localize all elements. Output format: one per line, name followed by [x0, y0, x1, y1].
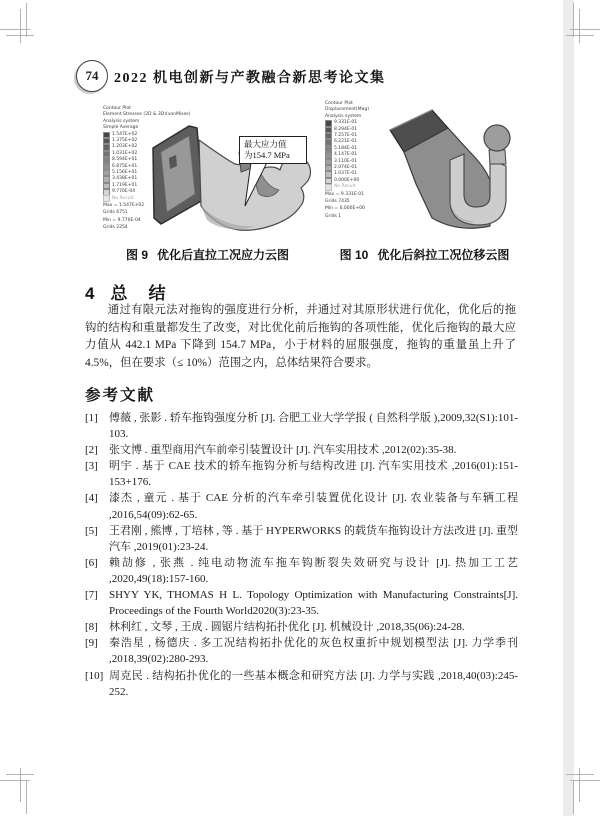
legend-footer-line: Max = 1.547E+02 — [103, 202, 145, 208]
reference-text: 明宇 . 基于 CAE 技术的轿车拖钩分析与结构改进 [J]. 汽车实用技术 ,2016(01):151-153+176. — [109, 460, 518, 489]
legend-value: 6.221E-01 — [334, 139, 358, 145]
reference-marker: [2] — [85, 444, 98, 457]
callout-text-line: 最大应力值 — [244, 139, 287, 149]
fig9-caption-label: 图 9 — [125, 248, 148, 262]
reference-text: 张文博 . 重型商用汽车前牵引装置设计 [J]. 汽车实用技术 ,2012(02):35-38. — [109, 444, 457, 457]
legend-value: 5.184E-01 — [334, 145, 358, 151]
legend-value: 9.331E-01 — [334, 120, 358, 126]
legend-value: 1.547E+02 — [112, 131, 138, 137]
legend-footer-line: Grids 1 — [325, 213, 342, 219]
section-number: 4 — [85, 284, 95, 303]
summary-paragraph: 通过有限元法对拖钩的强度进行分析，并通过对其原形状进行优化，优化后的拖钩的结构和重量都发生了改变，对比优化前后拖钩的各项性能，优化后拖钩的最大应力值从 442.1 MPa 下降到 154.7 MPa，小于材料的屈服强度，拖钩的重量虽上升了 4.5%，但在要求（≤ 10%）范围之内，总体结果符合要求。 — [85, 304, 516, 369]
reference-item — [85, 635, 518, 667]
reference-marker: [10] — [85, 669, 104, 682]
reference-marker: [7] — [85, 589, 98, 602]
legend-footer-line: Grids 2254 — [103, 225, 128, 231]
reference-marker: [5] — [85, 524, 98, 537]
fig9-caption-text: 优化后直拉工况应力云图 — [157, 248, 290, 262]
max-stress-callout — [239, 136, 307, 164]
callout-leader-arrow — [239, 162, 279, 208]
reference-item — [85, 458, 518, 490]
reference-text: 傅薇 , 张影 . 轿车拖钩强度分析 [J]. 合肥工业大学学报 ( 自然科学版 ),2009,32(S1):101-103. — [109, 412, 518, 441]
legend-value: 1.203E+02 — [112, 144, 138, 150]
reference-text: 周克民 . 结构拓扑优化的一些基本概念和研究方法 [J]. 力学与实践 ,2018,40(03):245-252. — [109, 669, 518, 698]
legend-value: 1.375E+02 — [112, 138, 138, 144]
color-swatch — [325, 184, 332, 191]
legend-footer-line: Min = 9.770E-04 — [103, 217, 141, 223]
reference-text: 林利红 , 文琴 , 王成 . 圆锯片结构拓扑优化 [J]. 机械设计 ,2018,35(06):24-28. — [109, 621, 465, 634]
fig10-caption — [322, 246, 527, 263]
reference-marker: [1] — [85, 412, 98, 424]
legend-value: 8.594E+01 — [112, 157, 138, 163]
header-title: 2022 机电创新与产教融合新思考论文集 — [114, 71, 386, 86]
legend-no-result: No Result — [325, 184, 369, 190]
legend-value: 2.074E-01 — [334, 164, 358, 170]
reference-text: 秦浩星 , 杨德庆 . 多工况结构拓扑优化的灰色权重折中规划模型法 [J]. 力学季刊 ,2018,39(02):280-293. — [109, 637, 518, 666]
legend-title-line: Displacement(Mag) — [325, 107, 369, 113]
reference-marker: [8] — [85, 621, 98, 634]
legend-title-line: Contour Plot — [325, 101, 353, 106]
legend-title-line: Element Stresses (2D & 3D)(vonMises) — [103, 112, 191, 118]
legend-title-line: Simple Average — [103, 125, 139, 131]
reference-item — [85, 490, 518, 522]
legend-value: 7.257E-01 — [334, 133, 358, 138]
color-swatch — [103, 195, 110, 202]
legend-value: 4.147E-01 — [334, 152, 358, 158]
reference-text: 漆杰 , 童元 . 基于 CAE 分析的汽车牵引装置优化设计 [J]. 农业装备与车辆工程 ,2016,54(09):62-65. — [109, 492, 518, 521]
legend-footer-line: Max = 9.331E-01 — [325, 191, 365, 197]
reference-item — [85, 587, 518, 619]
section-title: 总 结 — [110, 284, 168, 303]
page-gutter-band — [563, 0, 574, 816]
fig10-caption-text: 优化后斜拉工况位移云图 — [377, 248, 510, 262]
legend-value: 9.770E-04 — [112, 189, 136, 195]
fig10-legend — [325, 101, 369, 220]
reference-marker: [3] — [85, 460, 98, 473]
fig10-caption-label: 图 10 — [339, 248, 369, 262]
legend-value: 1.031E+02 — [112, 150, 138, 156]
legend-value: 3.110E-01 — [334, 158, 358, 164]
legend-value: 6.875E+01 — [112, 163, 138, 169]
references-list — [85, 410, 518, 700]
reference-item — [85, 410, 518, 442]
legend-footer-line: Grids 7435 — [325, 198, 350, 204]
reference-marker: [4] — [85, 492, 98, 505]
legend-value: 0.000E+00 — [334, 177, 360, 183]
legend-no-result: No Result — [103, 196, 190, 202]
fig10-displacement-contour-image — [388, 108, 528, 236]
reference-item — [85, 668, 518, 700]
legend-value: 8.294E-01 — [334, 126, 358, 132]
reference-text: SHYY YK, THOMAS H L. Topology Optimization with Manufacturing Constraints[J]. Proceedings of the Fourth World2020(3):23-35. — [109, 589, 518, 618]
reference-item — [85, 619, 518, 635]
legend-title-line: Analysis system — [103, 118, 140, 124]
legend-value: 5.156E+01 — [112, 169, 138, 175]
page-number-badge: 74 — [76, 60, 108, 92]
callout-text-line: 为154.7 MPa — [244, 150, 290, 160]
legend-footer-line: Min = 0.000E+00 — [325, 206, 365, 212]
fig9-stress-contour-image — [143, 114, 315, 244]
reference-item — [85, 523, 518, 555]
legend-value: 1.037E-01 — [334, 171, 358, 177]
reference-text: 王君刚 , 熊博 , 丁培林 , 等 . 基于 HYPERWORKS 的载货车拖钩设计方法改进 [J]. 重型汽车 ,2019(01):23-24. — [109, 524, 518, 553]
reference-item — [85, 555, 518, 587]
legend-value: 3.438E+01 — [112, 176, 138, 182]
fig9-caption — [100, 246, 315, 263]
reference-item — [85, 442, 518, 458]
legend-value: 1.719E+01 — [112, 182, 138, 188]
section-heading-summary — [85, 279, 167, 304]
reference-marker: [6] — [85, 556, 98, 569]
legend-title-line: Analysis system — [325, 113, 362, 119]
reference-text: 赖劼修 , 张燕 . 纯电动物流车拖车钩断裂失效研究与设计 [J]. 热加工工艺 ,2020,49(18):157-160. — [109, 556, 518, 585]
legend-title-line: Contour Plot — [103, 106, 131, 111]
legend-footer-line: Grids 6751 — [103, 210, 128, 216]
reference-marker: [9] — [85, 637, 98, 650]
references-heading: 参考文献 — [85, 387, 156, 404]
